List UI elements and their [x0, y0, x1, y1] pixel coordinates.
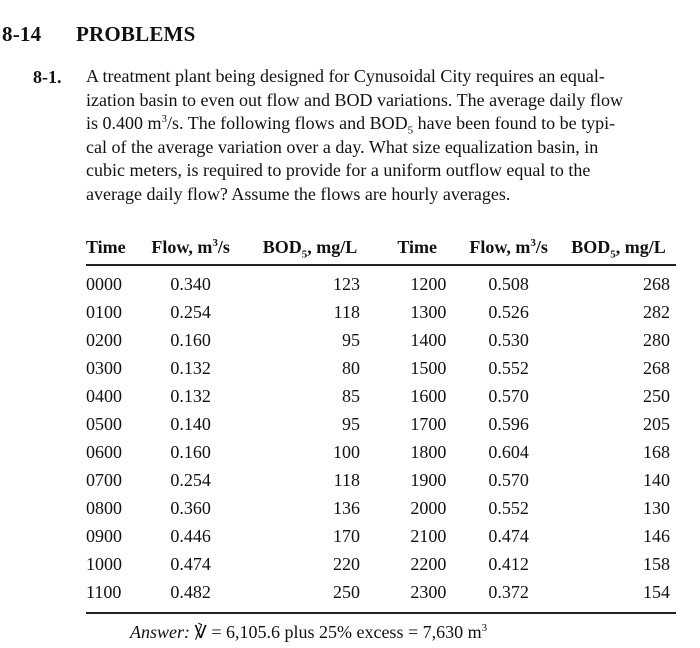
cell-bod: 130 [643, 497, 670, 518]
problem-line: cal of the average variation over a day. What size equalization basin, in [86, 136, 599, 157]
section-number: 8-14 [2, 22, 42, 46]
cell-time: 0300 [86, 357, 122, 378]
section-heading [2, 22, 195, 47]
cell-flow: 0.552 [488, 357, 529, 378]
cell-time: 2100 [410, 525, 447, 546]
cell-time: 0100 [86, 301, 122, 322]
cell-time: 0900 [86, 525, 122, 546]
cell-bod: 100 [332, 441, 360, 462]
table-header-row [86, 232, 676, 265]
cell-flow: 0.482 [139, 578, 242, 613]
cell-bod: 220 [332, 553, 360, 574]
table-row [86, 438, 676, 466]
cell-bod: 250 [643, 385, 670, 406]
cell-flow: 0.412 [488, 553, 529, 574]
cell-bod: 168 [643, 441, 670, 462]
cell-flow: 0.254 [170, 469, 211, 490]
cell-flow: 0.254 [170, 301, 211, 322]
cell-bod: 118 [333, 469, 360, 490]
cell-flow: 0.160 [170, 441, 211, 462]
problem-line: A treatment plant being designed for Cynusoidal City requires an equal- [86, 66, 605, 86]
cell-bod: 95 [341, 413, 360, 434]
cell-time: 0000 [86, 273, 122, 294]
answer-label: Answer: [130, 622, 190, 642]
cell-time: 0600 [86, 441, 122, 462]
cell-flow: 0.140 [170, 413, 211, 434]
answer-text: ℣ = 6,105.6 plus 25% excess = 7,630 m [190, 622, 482, 642]
cell-time: 1400 [410, 329, 447, 350]
cell-bod: 268 [643, 357, 670, 378]
cell-bod: 118 [333, 301, 360, 322]
cell-flow: 0.604 [488, 441, 529, 462]
section-title: PROBLEMS [76, 22, 196, 46]
table-row [86, 578, 676, 613]
cell-flow: 0.570 [488, 385, 529, 406]
header-bod: $BOD_5$, mg/L [242, 232, 378, 265]
table-row [86, 326, 676, 354]
table-row [86, 298, 676, 326]
cell-bod: 146 [643, 525, 670, 546]
cell-flow: 0.570 [488, 469, 529, 490]
cell-bod: 158 [643, 553, 670, 574]
cell-flow: 0.474 [488, 525, 529, 546]
cell-time: 1000 [86, 553, 122, 574]
cell-flow: 0.474 [170, 553, 211, 574]
cell-time: 1200 [410, 273, 447, 294]
flow-bod-table [86, 232, 676, 614]
cell-bod: 136 [332, 497, 360, 518]
problem-statement [86, 65, 676, 207]
header-flow: Flow, $m^3/s$ [139, 232, 242, 265]
cell-time: 0200 [86, 329, 122, 350]
table-row [86, 265, 676, 298]
cell-time: 2300 [378, 578, 456, 613]
cell-time: 0400 [86, 385, 122, 406]
header-time: Time [86, 232, 139, 265]
cell-time: 0500 [86, 413, 122, 434]
cell-flow: 0.596 [488, 413, 529, 434]
cell-bod: 205 [643, 413, 670, 434]
cell-bod: 280 [643, 329, 670, 350]
cell-time: 1700 [410, 413, 447, 434]
table-row [86, 494, 676, 522]
cell-bod: 268 [643, 273, 670, 294]
cell-time: 2000 [410, 497, 447, 518]
cell-flow: 0.340 [170, 273, 211, 294]
header-flow: Flow, $m^3/s$ [456, 232, 561, 265]
cell-flow: 0.132 [170, 385, 211, 406]
problem-number: 8-1. [33, 67, 62, 87]
cell-time: 1500 [410, 357, 447, 378]
cell-bod: 282 [643, 301, 670, 322]
cell-flow: 0.160 [170, 329, 211, 350]
cell-flow: 0.530 [488, 329, 529, 350]
table-body [86, 265, 676, 613]
cell-flow: 0.526 [488, 301, 529, 322]
problem-line: ization basin to even out flow and BOD variations. The average daily flow [86, 89, 624, 110]
cell-time: 1900 [410, 469, 447, 490]
problem-line: is 0.400 $m^3/s$. The following flows and $BOD_5$ have been found to be typi- [86, 113, 616, 137]
cell-flow: 0.372 [456, 578, 561, 613]
cell-time: 0700 [86, 469, 122, 490]
cell-bod: 140 [643, 469, 670, 490]
header-time: Time [378, 232, 456, 265]
cell-bod: 123 [332, 273, 360, 294]
cell-time: 1100 [86, 578, 139, 613]
cell-time: 0800 [86, 497, 122, 518]
table-row [86, 354, 676, 382]
problem-line: average daily flow? Assume the flows are hourly averages. [86, 183, 511, 204]
cell-bod: 154 [561, 578, 676, 613]
cell-flow: 0.446 [170, 525, 211, 546]
cell-flow: 0.552 [488, 497, 529, 518]
cell-time: 1300 [410, 301, 447, 322]
table-row [86, 522, 676, 550]
cell-bod: 250 [242, 578, 378, 613]
cell-time: 2200 [410, 553, 447, 574]
cell-time: 1600 [410, 385, 447, 406]
cell-bod: 170 [332, 525, 360, 546]
header-bod: $BOD_5$, mg/L [561, 232, 676, 265]
cell-flow: 0.132 [170, 357, 211, 378]
cell-time: 1800 [410, 441, 447, 462]
cell-bod: 80 [341, 357, 360, 378]
table-row [86, 550, 676, 578]
answer [130, 622, 487, 643]
cell-flow: 0.508 [488, 273, 529, 294]
table-row [86, 382, 676, 410]
table-row [86, 466, 676, 494]
answer-unit-sup: 3 [481, 622, 488, 634]
table-row [86, 410, 676, 438]
cell-flow: 0.360 [170, 497, 211, 518]
problem-line: cubic meters, is required to provide for a uniform outflow equal to the [86, 160, 591, 181]
cell-bod: 85 [341, 385, 360, 406]
cell-bod: 95 [341, 329, 360, 350]
